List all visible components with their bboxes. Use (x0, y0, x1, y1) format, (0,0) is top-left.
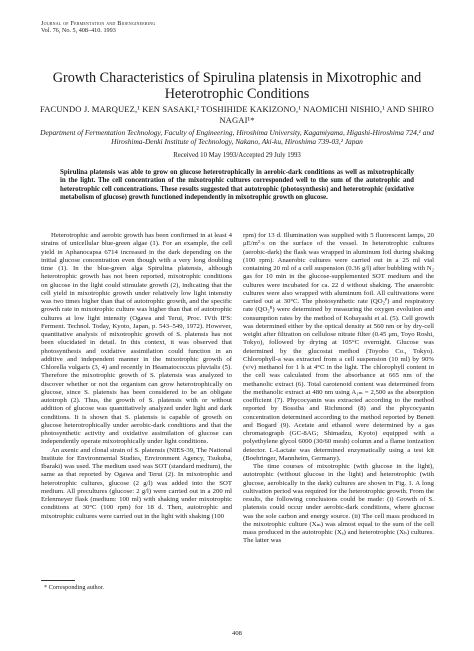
right-column (243, 232, 434, 546)
journal-header (41, 20, 155, 35)
left-column (41, 232, 232, 521)
author-list: FACUNDO J. MARQUEZ,¹ KEN SASAKI,² TOSHIHIDE KAKIZONO,¹ NAOMICHI NISHIO,¹ AND SHIRO NAGAI¹* (39, 104, 434, 125)
paragraph: An axenic and clonal strain of S. platensis (NIES-39, The National Institute for Environmental Studies, Environment Agency, Tsukuba, Ibaraki) was used. The medium used was SOT (standard medium), the same as that reported by Ogawa and Terui (2). In mixotrophic and heterotrophic cultures, glucose (2 g/l) was added into the SOT medium. All precultures (glucose: 2 g/l) were carried out in a 200 ml Erlenmeyer flask (medium: 100 ml) with shaking under mixotrophic conditions at 30°C (100 rpm) for 18 d. Then, autotrophic and mixotrophic cultures were carried out in the light with shaking (100 (41, 446, 232, 520)
page-number: 408 (232, 630, 242, 637)
footnote-rule (41, 580, 75, 581)
paragraph: Heterotrophic and aerobic growth has been confirmed in at least 4 strains of unicellular blue-green algae (1). For an example, the cell yield in Aphanocapsa 6714 increased in the dark depending on the initial glucose concentration even though with a very long doubling time (1). In the blue-green alga Spirulina platensis, although heterotrophic growth has not been reported, mixotrophic conditions on glucose in the light could stimulate growth (2), indicating that the cell yield in mixotrophic growth under relatively low light intensity was two times higher than that of autotrophic growth, and the specific growth rate in mixotrophic culture was higher than that of autotrophic cultures at low light intensity (Ogawa and Terui, Proc. IVth IFS: Ferment. Technol. Today, Kyoto, Japan, p. 543–549, 1972). However, quantitative analysis of mixotrophic growth of S. platensis has not been elucidated in detail. In this context, it was observed that photosynthesis and oxidative assimilation could function in an additive and independent manner in the mixotrophic growth of Chlorella vulgaris (3, 4) and recently in Heamatococcus pluvialis (5). Therefore the mixotrophic growth of S. platensis was analyzed to discover whether or not the organism can grow heterotrophically on glucose, since S. platensis has been considered to be an obligate autotroph (2). Thus, the growth of S. platensis with or without addition of glucose was quantitatively analyzed under light and dark conditions. It is shown that S. platensis is capable of growth on glucose heterotrophically under aerobic-dark conditions and that the photosynthetic activity and oxidative assimilation of glucose can independently operate mixotrophically under light conditions. (41, 232, 232, 446)
received-date: Received 10 May 1993/Accepted 29 July 1993 (173, 152, 301, 159)
journal-volume: Vol. 76, No. 5, 408–410. 1993 (41, 27, 116, 35)
journal-name: Journal of Fermentation and Bioengineering (41, 20, 156, 27)
paragraph: rpm) for 13 d. Illumination was supplied with 5 fluorescent lamps, 20 μE/m²·s on the surface of the vessel. In heterotrophic cultures (aerobic-dark) the flask was wrapped in aluminum foil during shaking (100 rpm). Anaerobic cultures were carried out in a 25 ml vial containing 20 ml of a cell suspension (0.36 g/l) after bubbling with N₂ gas for 10 min in the glucose-supplemented SOT medium and the cultures were incubated for ca. 22 d without shaking. The anaerobic cultures were also wrapped with aluminum foil. All cultivations were carried out at 30°C. The photosynthetic rate (QO₂ᴾ) and respiratory rate (QO₂ᴿ) were determined by measuring the oxygen evolution and consumption rates by the method of Kobayashi et al. (5). Cell growth was determined either by the optical density at 560 nm or by dry-cell weight after filtration on cellulose nitrate filter (0.45 μm, Toyo Roshi, Tokyo), followed by drying at 105°C overnight. Glucose was determined by the glucostat method (Toyobo Co., Tokyo). Chlorophyll-a was extracted from a cell suspension (10 ml) by 90% (v/v) methanol for 1 h at 4°C in the light. The chlorophyll content in the cell was calculated from the absorbance at 665 nm of the methanolic extract (6). Total carotenoid content was determined from the methanolic extract at 480 nm using A₁ₘ = 2,500 as the absorption coefficient (7). Phycocyanin was extracted according to the method reported by Bossiba and Richmond (8) and the phycocyanin concentration determined according to the method reported by Benett and Bogard (9). Acetate and ethanol were determined by a gas chromatograph (GC-8AG; Shimadzu, Kyoto) equipped with a polyethylene glycol 6000 (30/60 mesh) column and a flame ionization detector. L-Lactate was determined enzymatically using a test kit (Boehringer, Mannheim, Germany). (243, 232, 434, 462)
article-title: Growth Characteristics of Spirulina platensis in Mixotrophic and Heterotrophic Conditions (52, 70, 422, 102)
paragraph: The time courses of mixotrophic (with glucose in the light), autotrophic (without glucose in the light) and heterotrophic (with glucose, aerobically in the dark) cultures are shown in Fig. 1. A long cultivation period was required for the heterotrophic growth. From the results, the following conclusions could be made: (i) Growth of S. platensis could occur under aerobic-dark conditions, where glucose was the sole carbon and energy source. (ii) The cell mass produced in the mixotrophic culture (Xₘ) was almost equal to the sum of the cell mass produced in the autotrophic (Xₐ) and heterotrophic (Xₕ) cultures. The latter was (243, 463, 434, 545)
abstract: Spirulina platensis was able to grow on glucose heterotrophically in aerobic-dark conditions as well as mixotrophically in the light. The cell concentration of the mixotrophic cultures corresponded well to the sum of the autotrophic and heterotrophic cell concentrations. These results suggested that autotrophic (photosynthesis) and heterotrophic (oxidative metabolism of glucose) growth functioned independently in mixotrophic growth on glucose. (60, 169, 414, 201)
affiliations: Department of Fermentation Technology, Faculty of Engineering, Hiroshima University, Kagamiyama, Higashi-Hiroshima 724,¹ and Hiroshima-Denki Institute of Technology, Nakano, Aki-ku, Hiroshima 739-03,² Japan (40, 128, 434, 146)
footnote: * Corresponding author. (44, 584, 104, 591)
